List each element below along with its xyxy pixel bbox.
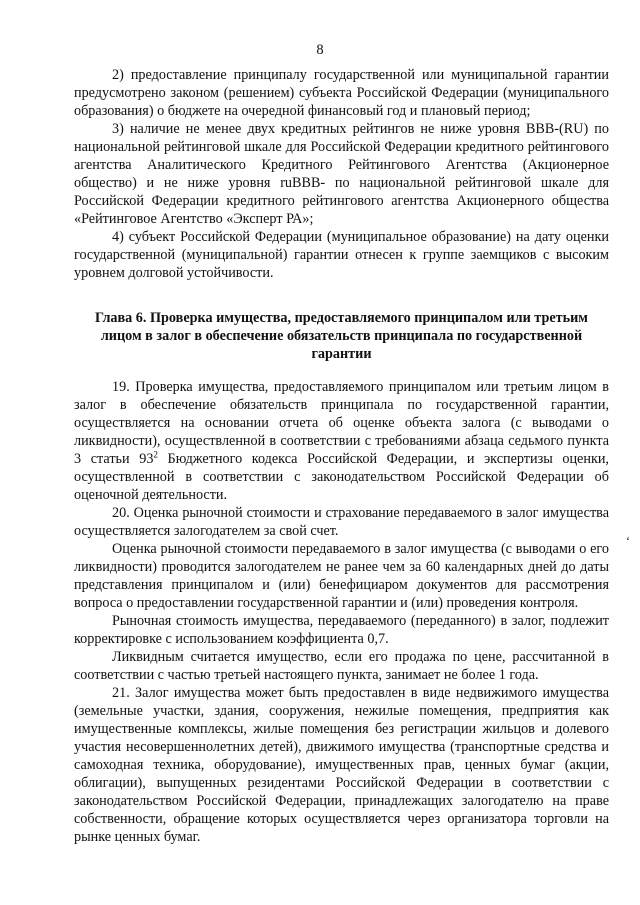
conditions-list [74,66,609,282]
clause-19-superscript: 2 [153,449,158,460]
clause-19-text-a: 19. Проверка имущества, предоставляемого принципалом или третьим лицом в залог в обеспечение обязательств принципала по государственной гарантии, осуществляется на основании отчета об оценке объекта залога (с выводами о ликвидности), осуществленной в соответствии с требованиями абзаца седьмого пункта 3 статьи 93 [74,379,609,467]
condition-item-3: 3) наличие не менее двух кредитных рейтингов не ниже уровня BBB-(RU) по национальной рейтинговой шкале для Российской Федерации кредитного рейтингового агентства Аналитического Кредитного Рейтингового Агентства (Акционерное общество) и не ниже уровня ruBBB- по национальной рейтинговой шкале для Российской Федерации кредитного рейтингового агентства Акционерного общества «Рейтинговое Агентство «Эксперт РА»; [74,121,609,227]
margin-mark: ‘ [626,534,630,548]
clause-20: 20. Оценка рыночной стоимости и страхование передаваемого в залог имущества осуществляется залогодателем за свой счет. [74,505,609,539]
clause-20-paragraph-3: Рыночная стоимость имущества, передаваемого (переданного) в залог, подлежит корректировке с использованием коэффициента 0,7. [74,613,609,647]
condition-item-2: 2) предоставление принципалу государственной или муниципальной гарантии предусмотрено законом (решением) субъекта Российской Федерации (муниципального образования) о бюджете на очередной финансовый год и плановый период; [74,67,609,119]
clause-20-paragraph-4: Ликвидным считается имущество, если его продажа по цене, рассчитанной в соответствии с частью третьей настоящего пункта, занимает не более 1 года. [74,649,609,683]
page-number: 8 [316,42,324,58]
clause-19-text-b: Бюджетного кодекса Российской Федерации, и экспертизы оценки, осуществленной в соответствии с законодательством Российской Федерации об оценочной деятельности. [74,451,609,503]
condition-item-4: 4) субъект Российской Федерации (муниципальное образование) на дату оценки государственной (муниципальной) гарантии отнесен к группе заемщиков с высоким уровнем долговой устойчивости. [74,229,609,281]
chapter-6-heading: Глава 6. Проверка имущества, предоставляемого принципалом или третьим лицом в залог в обеспечение обязательств принципала по государственной гарантии [95,310,588,362]
clause-19 [74,378,609,504]
clause-21: 21. Залог имущества может быть предоставлен в виде недвижимого имущества (земельные участки, здания, сооружения, нежилые помещения, предприятия как имущественные комплексы, жилые помещения без регистрации жильцов и долевого участия несовершеннолетних детей), движимого имущества (транспортные средства и самоходная техника, оборудование), имущественных прав, ценных бумаг (акции, облигации), выпущенных резидентами Российской Федерации в соответствии с законодательством Российской Федерации, принадлежащих залогодателю на праве собственности, обращение которых осуществляется через организатора торговли на рынке ценных бумаг. [74,685,609,845]
chapter-6-body [74,378,609,846]
clause-20-paragraph-2: Оценка рыночной стоимости передаваемого в залог имущества (с выводами о его ликвидности) проводится залогодателем не ранее чем за 60 календарных дней до даты представления принципалом и (или) бенефициаром документов для рассмотрения вопроса о предоставлении государственной гарантии и (или) проведения контроля. [74,541,609,611]
